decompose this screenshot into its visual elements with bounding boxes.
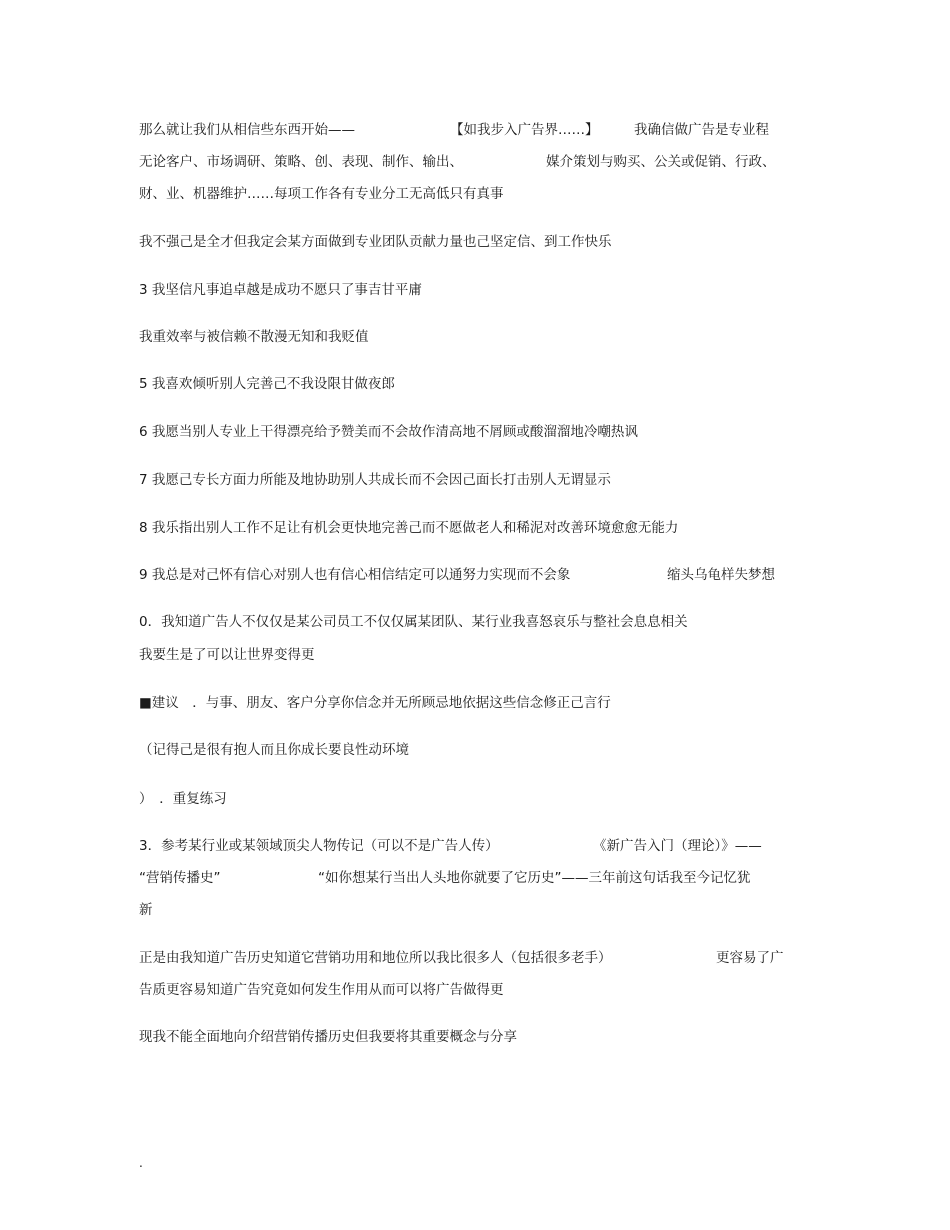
paragraph-16: 现我不能全面地向介绍营销传播历史但我要将其重要概念与分享 [139,1029,517,1045]
text-segment: “如你想某行当出人头地你就要了它历史”——三年前这句话我至今记忆犹 [318,870,751,886]
paragraph-10-line-2: 我要生是了可以让世界变得更 [139,647,315,663]
paragraph-7: 7 我愿己专长方面力所能及地协助别人共成长而不会因己面长打击别人无谓显示 [139,472,611,488]
paragraph-4: 我重效率与被信赖不散漫无知和我贬值 [139,329,369,345]
paragraph-10-line-1: 0．我知道广告人不仅仅是某公司员工不仅仅属某团队、某行业我喜怒哀乐与整社会息息相关 [139,614,688,630]
paragraph-3: 3 我坚信凡事追卓越是成功不愿只了事吉甘平庸 [139,282,422,298]
text-segment: 那么就让我们从相信些东西开始—— [139,122,355,138]
paragraph-6: 6 我愿当别人专业上干得漂亮给予赞美而不会故作清高地不屑顾或酸溜溜地冷嘲热讽 [139,424,638,440]
paragraph-2: 我不强己是全才但我定会某方面做到专业团队贡献力量也己坚定信、到工作快乐 [139,234,612,250]
paragraph-14-line-3: 新 [139,902,153,918]
text-segment: 【如我步入广告界……】 [450,122,599,138]
text-segment: 媒介策划与购买、公关或促销、行政、 [546,154,776,170]
text-segment: 9 我总是对己怀有信心对别人也有信心相信结定可以通努力实现而不会象 [139,567,571,583]
text-segment: 我确信做广告是专业程 [634,122,769,138]
text-segment: 正是由我知道广告历史知道它营销功用和地位所以我比很多人（包括很多老手） [139,950,612,966]
paragraph-13: ） ．重复练习 [139,791,227,807]
paragraph-8: 8 我乐指出别人工作不足让有机会更快地完善己而不愿做老人和稀泥对改善环境愈愈无能力 [139,520,679,536]
text-segment: 3．参考某行业或某领域顶尖人物传记（可以不是广告人传） [139,838,499,854]
text-segment: “营销传播史” [139,870,221,886]
paragraph-1-line-3: 财、业、机器维护……每项工作各有专业分工无高低只有真事 [139,186,504,202]
paragraph-12: （记得己是很有抱人而且你成长要良性动环境 [139,742,409,758]
text-segment: 缩头乌龟样失梦想 [667,567,775,583]
paragraph-15-line-2: 告质更容易知道广告究竟如何发生作用从而可以将广告做得更 [139,982,504,998]
page-footer-mark: . [139,1156,143,1170]
text-segment: 无论客户、市场调研、策略、创、表现、制作、输出、 [139,154,463,170]
paragraph-5: 5 我喜欢倾听别人完善己不我设限甘做夜郎 [139,376,395,392]
text-segment: 《新广告入门（理论）》—— [593,838,762,854]
text-segment: 更容易了广 [716,950,784,966]
paragraph-11: ■建议 ．与事、朋友、客户分享你信念并无所顾忌地依据这些信念修正己言行 [139,695,611,711]
